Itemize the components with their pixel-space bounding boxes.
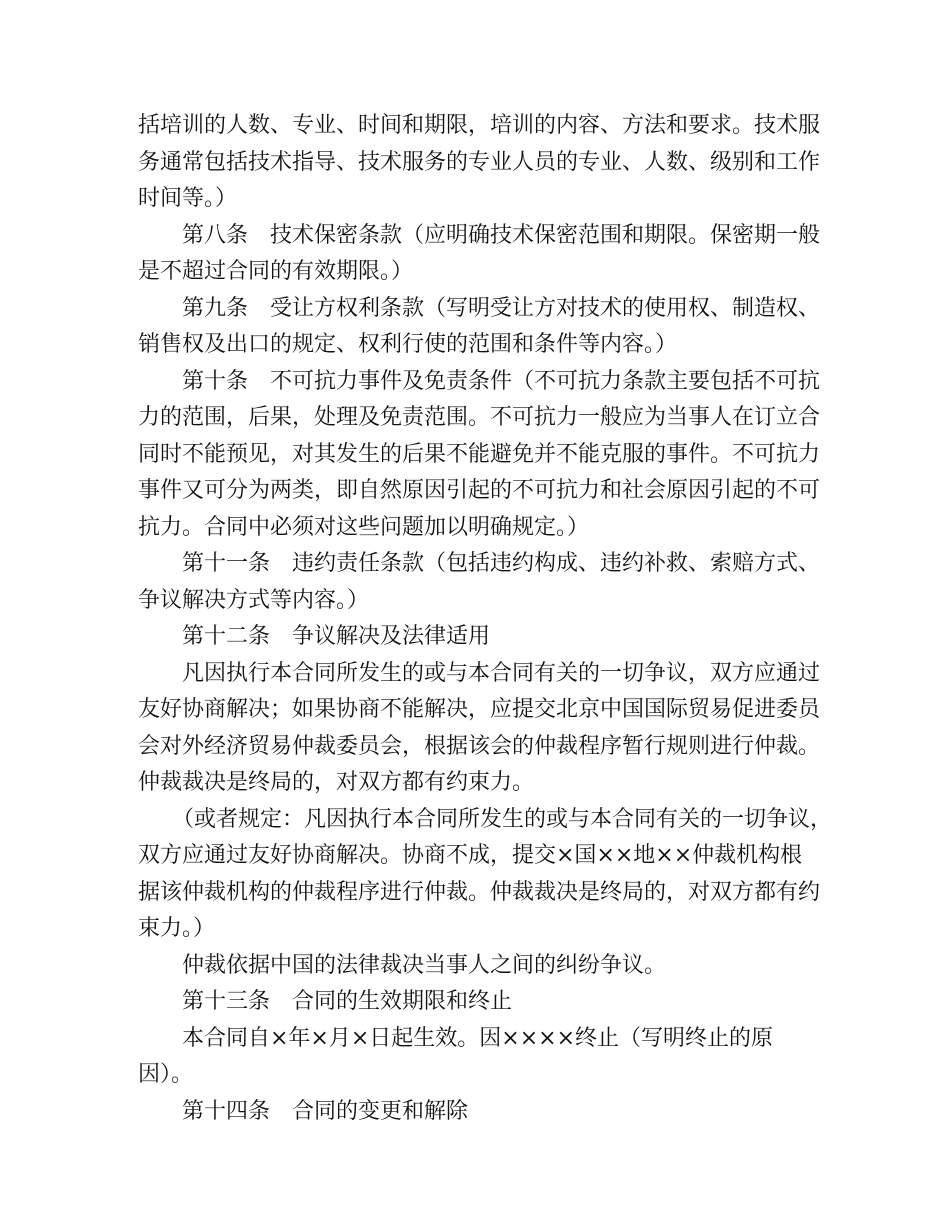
document-line: 时间等。）: [138, 186, 238, 211]
document-line: 第十二条 争议解决及法律适用: [182, 624, 491, 649]
document-line: 力的范围，后果，处理及免责范围。不可抗力一般应为当事人在订立合: [138, 405, 821, 430]
document-line: 双方应通过友好协商解决。协商不成，提交×国××地××仲裁机构根: [138, 843, 803, 868]
document-line: 会对外经济贸易仲裁委员会，根据该会的仲裁程序暂行规则进行仲裁。: [138, 733, 821, 759]
document-line: 友好协商解决；如果协商不能解决，应提交北京中国国际贸易促进委员: [138, 697, 821, 722]
document-line: 第十四条 合同的变更和解除: [182, 1098, 469, 1124]
document-line: 第十条 不可抗力事件及免责条件（不可抗力条款主要包括不可抗: [182, 368, 821, 394]
document-line: 第十三条 合同的生效期限和终止: [182, 989, 513, 1014]
document-line: 第十一条 违约责任条款（包括违约构成、违约补救、索赔方式、: [182, 551, 821, 576]
document-line: 凡因执行本合同所发生的或与本合同有关的一切争议，双方应通过: [182, 660, 821, 686]
document-line: 务通常包括技术指导、技术服务的专业人员的专业、人数、级别和工作: [138, 149, 821, 175]
document-line: 同时不能预见，对其发生的后果不能避免并不能克服的事件。不可抗力: [138, 441, 821, 467]
document-line: 据该仲裁机构的仲裁程序进行仲裁。仲裁裁决是终局的，对双方都有约: [138, 879, 821, 905]
document-line: 事件又可分为两类，即自然原因引起的不可抗力和社会原因引起的不可: [138, 478, 821, 503]
document-line: 抗力。合同中必须对这些问题加以明确规定。）: [138, 514, 590, 540]
document-line: 第八条 技术保密条款（应明确技术保密范围和期限。保密期一般: [182, 222, 821, 248]
document-line: 仲裁裁决是终局的，对双方都有约束力。: [138, 770, 535, 795]
document-line: 第九条 受让方权利条款（写明受让方对技术的使用权、制造权、: [182, 295, 821, 321]
document-line: 争议解决方式等内容。）: [138, 587, 370, 613]
document-line: 本合同自×年×月×日起生效。因××××终止（写明终止的原: [182, 1025, 774, 1051]
document-line: 括培训的人数、专业、时间和期限，培训的内容、方法和要求。技术服: [138, 113, 821, 138]
document-line: 因）。: [138, 1062, 194, 1087]
document-line: （或者规定：凡因执行本合同所发生的或与本合同有关的一切争议，: [172, 806, 833, 832]
document-line: 仲裁依据中国的法律裁决当事人之间的纠纷争议。: [182, 952, 667, 978]
document-line: 销售权及出口的规定、权利行使的范围和条件等内容。）: [138, 332, 678, 357]
document-line: 束力。）: [138, 916, 216, 941]
document-line: 是不超过合同的有效期限。）: [138, 259, 414, 284]
document-body: [138, 108, 833, 1130]
